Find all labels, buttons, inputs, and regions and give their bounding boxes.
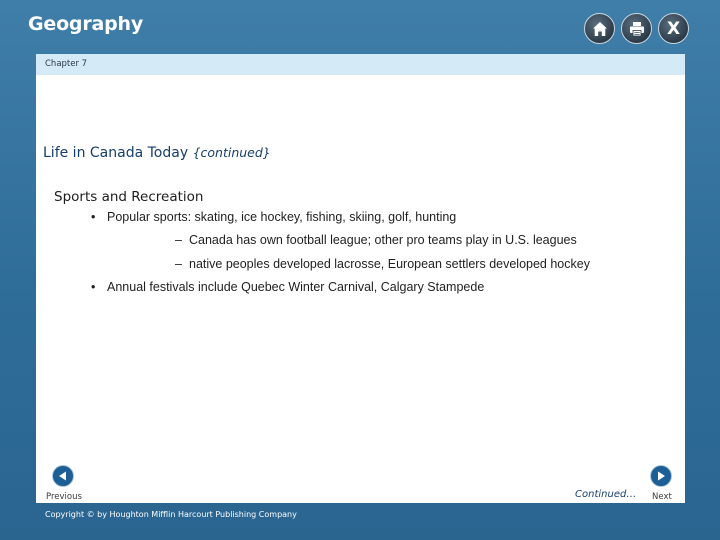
previous-button[interactable] (52, 465, 74, 487)
close-icon: X (666, 18, 681, 39)
bullet-text: Annual festivals include Quebec Winter Carnival, Calgary Stampede (107, 280, 485, 294)
sub-bullet-item (175, 257, 590, 271)
sub-bullet-text: Canada has own football league; other pro teams play in U.S. leagues (189, 233, 577, 247)
toolbar (584, 13, 689, 44)
app-title: Geography (28, 13, 144, 35)
continued-label: Continued… (575, 489, 637, 500)
previous-label[interactable]: Previous (46, 492, 82, 502)
print-button[interactable] (621, 13, 652, 44)
home-icon (591, 20, 609, 38)
sub-bullet-item (175, 233, 577, 247)
chapter-label: Chapter 7 (45, 59, 88, 69)
slide-title-text: Life in Canada Today (43, 145, 189, 161)
close-button[interactable] (658, 13, 689, 44)
bullet-marker: • (91, 210, 96, 224)
slide-title-continued: {continued} (192, 145, 271, 160)
chapter-bar (36, 54, 685, 75)
copyright-text: Copyright © by Houghton Mifflin Harcourt Publishing Company (45, 510, 297, 519)
section-heading: Sports and Recreation (54, 189, 204, 205)
dash-marker: – (175, 233, 182, 247)
home-button[interactable] (584, 13, 615, 44)
slide-content (36, 75, 685, 503)
next-label[interactable]: Next (652, 492, 672, 502)
bullet-marker: • (91, 280, 96, 294)
next-button[interactable] (650, 465, 672, 487)
slide-title (43, 145, 271, 161)
sub-bullet-text: native peoples developed lacrosse, European settlers developed hockey (189, 257, 590, 271)
bullet-text: Popular sports: skating, ice hockey, fishing, skiing, golf, hunting (107, 210, 457, 224)
arrow-right-icon (655, 470, 667, 482)
dash-marker: – (175, 257, 182, 271)
footer (36, 503, 685, 525)
bullet-item (91, 280, 484, 294)
bullet-item (91, 210, 456, 224)
arrow-left-icon (57, 470, 69, 482)
print-icon (628, 20, 646, 38)
